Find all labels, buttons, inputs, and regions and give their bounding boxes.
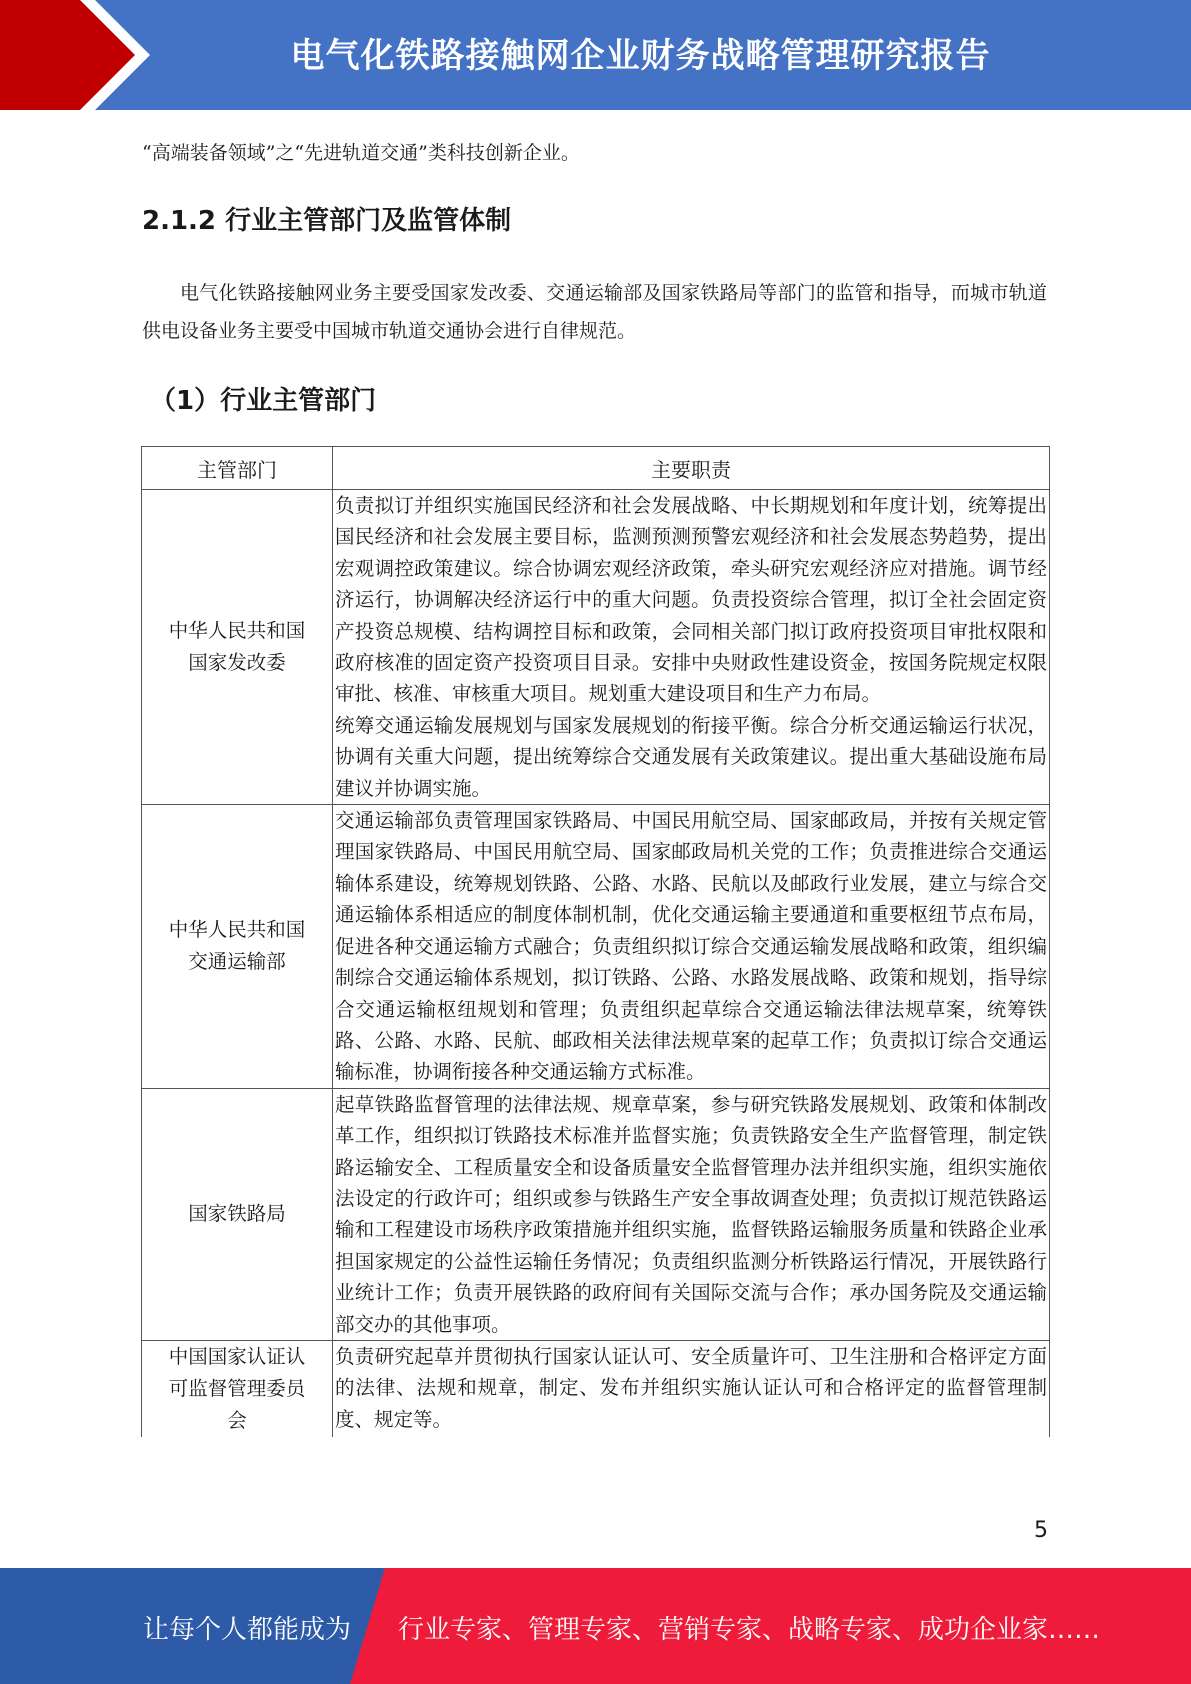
table-row xyxy=(142,490,1050,805)
duty-cell xyxy=(333,1340,1050,1437)
duty-cell xyxy=(333,805,1050,1089)
intro-line: “高端装备领域”之“先进轨道交通”类科技创新企业。 xyxy=(142,142,580,164)
report-title: 电气化铁路接触网企业财务战略管理研究报告 xyxy=(290,36,991,76)
duty-cell xyxy=(333,1088,1050,1340)
column-header-dept: 主管部门 xyxy=(142,447,333,490)
dept-name: 中国国家认证认可监督管理委员会 xyxy=(168,1344,306,1432)
subsection-heading: （1）行业主管部门 xyxy=(150,386,377,416)
footer-slogan-left: 让每个人都能成为 xyxy=(143,1615,352,1645)
section-paragraph: 电气化铁路接触网业务主要受国家发改委、交通运输部及国家铁路局等部门的监管和指导，而城市轨道供电设备业务主要受中国城市轨道交通协会进行自律规范。 xyxy=(142,282,1047,342)
page-number: 5 xyxy=(1034,1518,1048,1543)
duty-paragraph: 负责拟订并组织实施国民经济和社会发展战略、中长期规划和年度计划，统筹提出国民经济和社会发展主要目标，监测预测预警宏观经济和社会发展态势趋势，提出宏观调控政策建议。综合协调宏观经济政策，牵头研究宏观经济应对措施。调节经济运行，协调解决经济运行中的重大问题。负责投资综合管理，拟订全社会固定资产投资总规模、结构调控目标和政策，会同相关部门拟订政府投资项目审批权限和政府核准的固定资产投资项目目录。安排中央财政性建设资金，按国务院规定权限审批、核准、审核重大项目。规划重大建设项目和生产力布局。 xyxy=(335,494,1047,706)
duties-table xyxy=(141,446,1050,1437)
footer-slogan-right: 行业专家、管理专家、营销专家、战略专家、成功企业家…… xyxy=(398,1615,1101,1645)
section-heading: 2.1.2 行业主管部门及监管体制 xyxy=(142,206,512,236)
page-header xyxy=(0,0,1191,110)
dept-cell xyxy=(142,490,333,805)
table-row xyxy=(142,1340,1050,1437)
duty-paragraph: 起草铁路监督管理的法律法规、规章草案，参与研究铁路发展规划、政策和体制改革工作，组织拟订铁路技术标准并监督实施；负责铁路安全生产监督管理，制定铁路运输安全、工程质量安全和设备质量安全监督管理办法并组织实施，组织实施依法设定的行政许可；组织或参与铁路生产安全事故调查处理；负责拟订规范铁路运输和工程建设市场秩序政策措施并组织实施，监督铁路运输服务质量和铁路企业承担国家规定的公益性运输任务情况；负责组织监测分析铁路运行情况，开展铁路行业统计工作；负责开展铁路的政府间有关国际交流与合作；承办国务院及交通运输部交办的其他事项。 xyxy=(335,1092,1047,1336)
table-row xyxy=(142,805,1050,1089)
dept-cell xyxy=(142,1340,333,1437)
column-header-duties: 主要职责 xyxy=(333,447,1050,490)
dept-name: 中华人民共和国国家发改委 xyxy=(168,619,306,675)
table-header-row xyxy=(142,447,1050,490)
dept-name: 中华人民共和国交通运输部 xyxy=(168,918,306,974)
dept-cell xyxy=(142,805,333,1089)
table-row xyxy=(142,1088,1050,1340)
duty-cell xyxy=(333,490,1050,805)
dept-cell xyxy=(142,1088,333,1340)
dept-name: 国家铁路局 xyxy=(188,1202,286,1226)
header-arrow-decoration xyxy=(0,0,160,110)
duty-paragraph: 交通运输部负责管理国家铁路局、中国民用航空局、国家邮政局，并按有关规定管理国家铁路局、中国民用航空局、国家邮政局机关党的工作；负责推进综合交通运输体系建设，统筹规划铁路、公路、水路、民航以及邮政行业发展，建立与综合交通运输体系相适应的制度体制机制，优化交通运输主要通道和重要枢纽节点布局，促进各种交通运输方式融合；负责组织拟订综合交通运输发展战略和政策，组织编制综合交通运输体系规划，拟订铁路、公路、水路发展战略、政策和规划，指导综合交通运输枢纽规划和管理；负责组织起草综合交通运输法律法规草案，统筹铁路、公路、水路、民航、邮政相关法律法规草案的起草工作；负责拟订综合交通运输标准，协调衔接各种交通运输方式标准。 xyxy=(335,809,1047,1084)
duty-paragraph: 负责研究起草并贯彻执行国家认证认可、安全质量许可、卫生注册和合格评定方面的法律、法规和规章，制定、发布并组织实施认证认可和合格评定的监督管理制度、规定等。 xyxy=(335,1344,1047,1431)
duty-paragraph: 统筹交通运输发展规划与国家发展规划的衔接平衡。综合分析交通运输运行状况，协调有关重大问题，提出统筹综合交通发展有关政策建议。提出重大基础设施布局建议并协调实施。 xyxy=(335,713,1047,800)
